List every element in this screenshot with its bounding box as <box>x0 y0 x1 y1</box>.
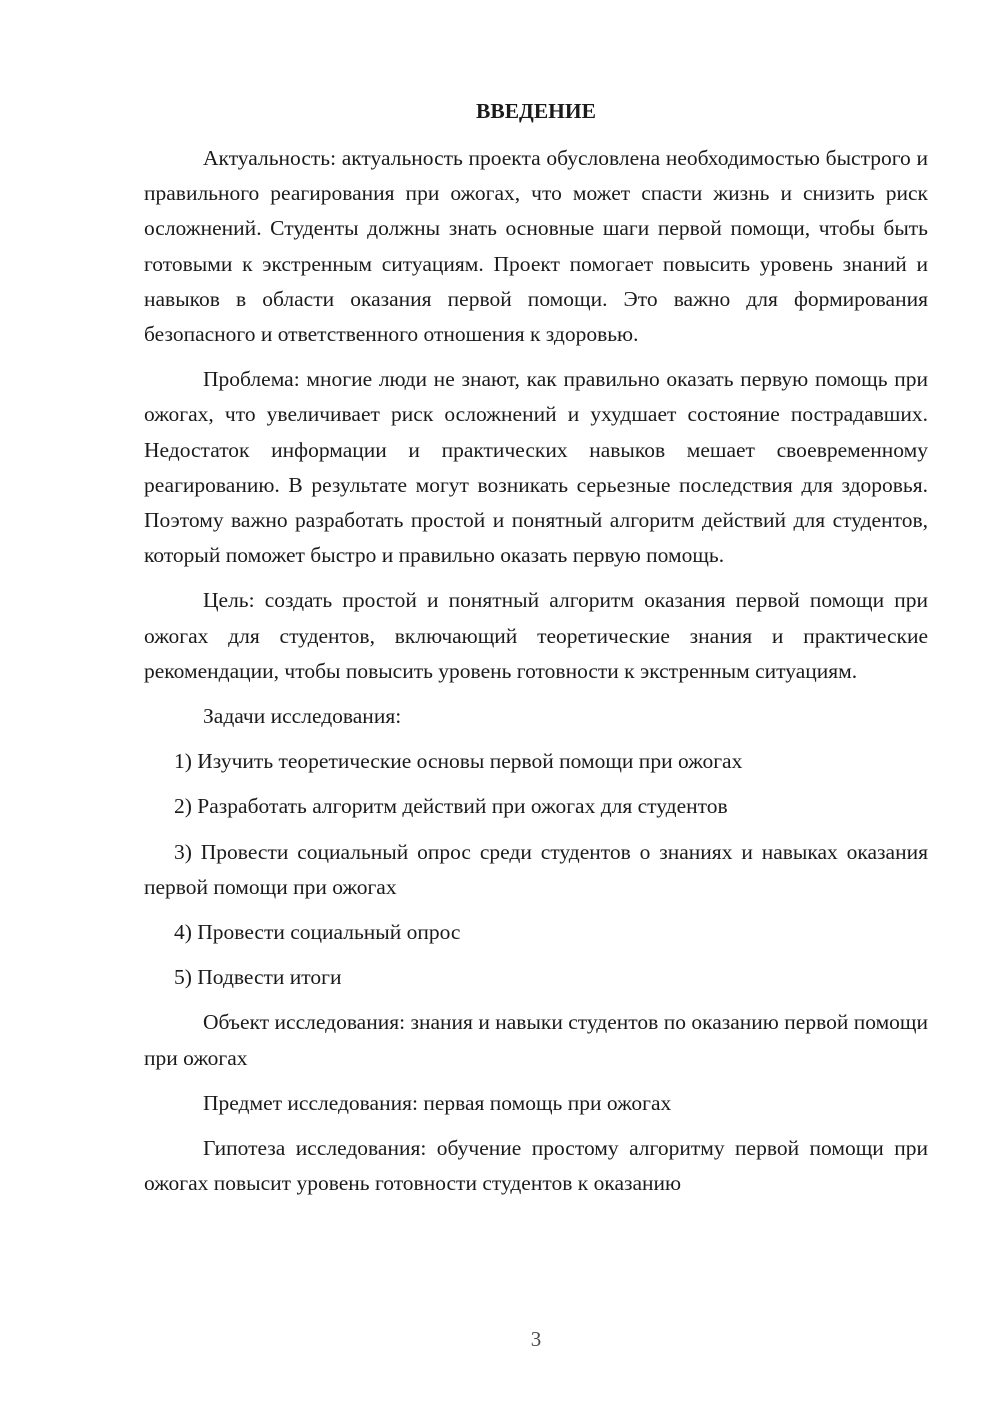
paragraph-object: Объект исследования: знания и навыки студентов по оказанию первой помощи при ожогах <box>144 1010 928 1070</box>
task-item-4: 4) Провести социальный опрос <box>174 920 461 945</box>
task-item-5: 5) Подвести итоги <box>174 965 342 990</box>
paragraph-relevance: Актуальность: актуальность проекта обусловлена необходимостью быстрого и правильного реагирования при ожогах, что может спасти жизнь и снизить риск осложнений. Студенты должны знать основные шаги первой помощи, чтобы быть готовыми к экстренным ситуациям. Проект помогает повысить уровень знаний и навыков в области оказания первой помощи. Это важно для формирования безопасного и ответственного отношения к здоровью. <box>144 146 928 347</box>
document-page <box>144 94 928 1211</box>
task-item-1: 1) Изучить теоретические основы первой помощи при ожогах <box>174 749 743 774</box>
paragraph-goal: Цель: создать простой и понятный алгоритм оказания первой помощи при ожогах для студентов, включающий теоретические знания и практические рекомендации, чтобы повысить уровень готовности к экстренным ситуациям. <box>144 588 928 683</box>
task-item-3: 3) Провести социальный опрос среди студентов о знаниях и навыках оказания первой помощи при ожогах <box>144 839 928 899</box>
section-heading: ВВЕДЕНИЕ <box>476 99 596 123</box>
paragraph-hypothesis: Гипотеза исследования: обучение простому алгоритму первой помощи при ожогах повысит уровень готовности студентов к оказанию <box>144 1136 928 1196</box>
page-number: 3 <box>530 1327 542 1351</box>
paragraph-problem: Проблема: многие люди не знают, как правильно оказать первую помощь при ожогах, что увеличивает риск осложнений и ухудшает состояние пострадавших. Недостаток информации и практических навыков мешает своевременному реагированию. В результате могут возникать серьезные последствия для здоровья. Поэтому важно разработать простой и понятный алгоритм действий для студентов, который поможет быстро и правильно оказать первую помощь. <box>144 367 928 568</box>
tasks-heading: Задачи исследования: <box>203 704 402 729</box>
task-item-2: 2) Разработать алгоритм действий при ожогах для студентов <box>174 794 728 819</box>
paragraph-subject: Предмет исследования: первая помощь при ожогах <box>203 1090 672 1115</box>
